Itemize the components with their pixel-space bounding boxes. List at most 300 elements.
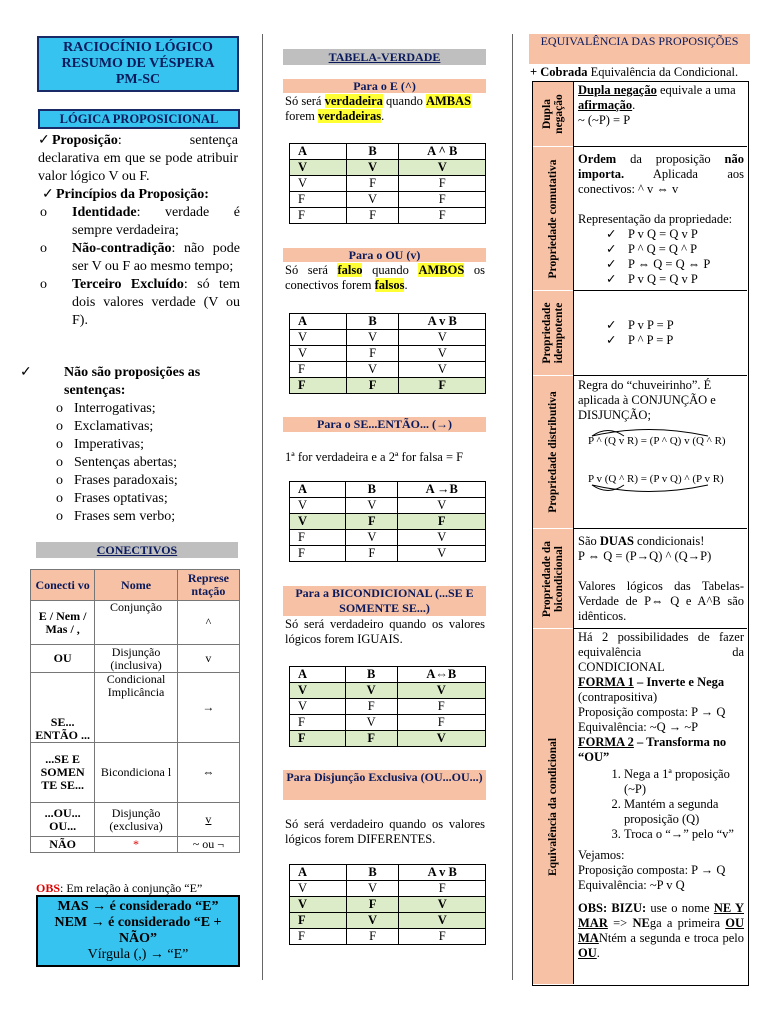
divider-right: [512, 34, 513, 980]
table-cell: F: [397, 699, 485, 715]
text-fragment: NE: [632, 916, 650, 930]
table-row: [290, 929, 486, 945]
side-label: Propriedade da bicondicional: [541, 540, 565, 617]
table-cell: F: [346, 897, 399, 913]
nao-proposicao-item: [42, 490, 240, 508]
side-label: Dupla negação: [541, 94, 565, 134]
formula-text: P ^ (Q v R) = (P ^ Q) v (Q ^ R): [588, 435, 726, 447]
col-header: A →B: [398, 482, 486, 498]
item-label: Exclamativas;: [74, 419, 154, 434]
table-row: [290, 699, 486, 715]
table-cell: F: [398, 514, 486, 530]
table-cell: V: [290, 699, 346, 715]
side-label: Propriedade distributiva: [547, 391, 559, 513]
property-item: [606, 333, 746, 348]
table-cell: F: [346, 176, 399, 192]
table-row: [290, 330, 486, 346]
table-cell: F: [290, 378, 347, 394]
property-item: [606, 242, 746, 257]
comutativa-rep: Representação da propriedade:: [578, 212, 733, 226]
circle-bullet-icon: o: [56, 509, 63, 524]
hdr-para-ou: Para o OU (v): [283, 248, 486, 262]
identidade-term: Identidade: [72, 205, 137, 220]
row-divider: [573, 528, 747, 529]
table-cell: F: [345, 699, 397, 715]
table-cell: F: [399, 208, 486, 224]
table-cell: V: [290, 176, 347, 192]
item-label: Imperativas;: [74, 437, 144, 452]
side-comutativa: [533, 147, 574, 290]
table-cell: V: [290, 897, 347, 913]
dupla-negacao-formula: ~ (~P) = P: [578, 113, 631, 127]
table-cell: V: [346, 362, 399, 378]
text-fragment: OU MA: [578, 916, 744, 945]
bicondicional-text: [578, 534, 744, 624]
title-line-3: PM-SC: [115, 72, 161, 87]
table-cell: V: [346, 913, 399, 929]
table-cell: V: [398, 530, 486, 546]
circle-bullet-icon: o: [56, 401, 63, 416]
table-row: [290, 881, 486, 897]
check-icon: ✓: [20, 365, 32, 380]
item-label: P ^ Q = Q ^ P: [628, 242, 698, 256]
title-line-2: RESUMO DE VÉSPERA: [61, 56, 215, 71]
table-cell: ...SE E SOMEN TE SE...: [31, 743, 95, 803]
truth-table-se-entao: [289, 481, 486, 562]
text-fragment: Aplicada aos conectivos: ^ v ⇔ v: [578, 167, 744, 196]
table-cell: F: [290, 362, 347, 378]
truth-table-ou: [289, 313, 486, 394]
table-cell: ^: [177, 601, 239, 645]
table-cell: F: [290, 546, 346, 562]
sub-bold: + Cobrada: [530, 65, 588, 79]
table-header-row: [290, 144, 486, 160]
text-fragment: .: [596, 946, 600, 960]
table-row: [290, 192, 486, 208]
circle-bullet-icon: o: [56, 419, 63, 434]
proposicao-def: : sentença declarativa em que se pode atribuir valor lógico V ou F.: [38, 133, 238, 184]
table-cell: NÃO: [31, 837, 95, 853]
row-divider: [573, 290, 747, 291]
table-cell: F: [290, 715, 346, 731]
text-fragment: quando: [382, 94, 426, 108]
col-header: A v B: [399, 314, 486, 330]
side-idempotente: [533, 291, 574, 375]
text-fragment: OU: [578, 946, 597, 960]
text-fragment: afirmação: [578, 98, 633, 112]
col-header: A: [290, 865, 347, 881]
forma1-equivalencia: Equivalência: ~Q → ~P: [578, 720, 699, 734]
circle-bullet-icon: o: [56, 437, 63, 452]
terceiro-excluido-term: Terceiro Excluído: [72, 277, 184, 292]
check-icon: ✓: [38, 133, 50, 148]
item-label: Frases sem verbo;: [74, 509, 176, 524]
table-cell: Condicional Implicância: [95, 673, 178, 743]
forma2-steps: [578, 767, 744, 842]
text-fragment: Ordem: [578, 152, 617, 166]
col-header: A: [290, 667, 346, 683]
side-dupla-negacao: [533, 82, 574, 146]
table-row: [290, 362, 486, 378]
table-header-row: [290, 314, 486, 330]
text-fragment: OBS: BIZU:: [578, 901, 647, 915]
text-fragment: forem: [285, 109, 318, 123]
forma2-step: 2. Mantém a segunda proposição (Q): [624, 797, 744, 827]
property-item: [606, 227, 746, 242]
item-label: P v Q = Q v P: [628, 272, 698, 286]
table-row: [290, 160, 486, 176]
check-icon: ✓: [606, 227, 617, 241]
table-cell: F: [345, 731, 397, 747]
nao-proposicao-item: [42, 508, 240, 526]
col-header-representacao: Represe ntação: [177, 570, 239, 601]
item-label: P v Q = Q v P: [628, 227, 698, 241]
col-header: A⇔B: [397, 667, 485, 683]
table-cell: V: [290, 160, 347, 176]
row-divider: [573, 146, 747, 147]
text-fragment: .: [632, 98, 636, 112]
table-cell: Disjunção (exclusiva): [95, 803, 178, 837]
table-cell: V: [290, 881, 347, 897]
table-cell: F: [399, 192, 486, 208]
table-cell: F: [290, 208, 347, 224]
obs-box: [36, 895, 240, 967]
table-row: [290, 498, 486, 514]
text-fragment: Ntém a segunda e troca pelo: [598, 931, 744, 945]
text-para-ou: [285, 263, 485, 293]
table-cell: F: [290, 731, 346, 747]
table-cell: V: [397, 731, 485, 747]
nao-proposicao-item: [42, 472, 240, 490]
nao-proposicoes-list: [42, 400, 240, 526]
text-fragment: equivale a uma: [656, 83, 736, 97]
identidade-def: : verdade é sempre verdadeira;: [72, 205, 240, 238]
table-cell: ...OU... OU...: [31, 803, 95, 837]
sub-equivalencia: [530, 65, 760, 80]
table-cell: OU: [31, 645, 95, 673]
table-row: [290, 731, 486, 747]
item-label: Frases paradoxais;: [74, 473, 178, 488]
table-cell: ⇔: [177, 743, 239, 803]
table-cell: F: [346, 546, 398, 562]
highlight: AMBAS: [425, 94, 472, 108]
forma1-label: FORMA 1: [578, 675, 634, 689]
equivalencia-condicional-text: [578, 630, 744, 961]
idempotente-list: [606, 318, 746, 348]
table-cell: F: [346, 346, 399, 362]
table-cell: →: [177, 673, 239, 743]
table-row: [290, 346, 486, 362]
obs-virgula: Vírgula (,) → “E”: [87, 947, 189, 962]
table-row: [290, 378, 486, 394]
bicondicional-note: Valores lógicos das Tabelas-Verdade de P⇔ Q e A^B são idênticos.: [578, 579, 744, 623]
table-cell: *: [95, 837, 178, 853]
forma2-equivalencia: Equivalência: ~P v Q: [578, 878, 685, 892]
table-cell: F: [399, 929, 486, 945]
nao-proposicao-item: [42, 400, 240, 418]
check-icon: ✓: [42, 187, 54, 202]
check-icon: ✓: [606, 272, 617, 286]
truth-table-e: [289, 143, 486, 224]
nao-proposicoes-block: [20, 364, 240, 526]
table-row: [290, 514, 486, 530]
table-cell: V: [399, 160, 486, 176]
table-cell: F: [346, 378, 399, 394]
side-label: Propriedade idempotente: [541, 302, 565, 364]
table-row: [290, 913, 486, 929]
row-divider: [573, 628, 747, 629]
table-cell: F: [397, 715, 485, 731]
table-cell: V: [399, 913, 486, 929]
principios-title: Princípios da Proposição:: [56, 187, 209, 202]
col-header: A v B: [399, 865, 486, 881]
obs-mas: MAS → é considerado “E”: [57, 899, 219, 914]
table-cell: F: [399, 881, 486, 897]
check-icon: ✓: [606, 242, 617, 256]
text-fragment: condicionais!: [633, 534, 705, 548]
section-tabela-verdade: TABELA-VERDADE: [283, 49, 486, 65]
item-label: P ⇔ Q = Q ⇔ P: [628, 257, 711, 271]
proposicao-term: Proposição: [52, 133, 118, 148]
item-label: Sentenças abertas;: [74, 455, 178, 470]
table-cell: E / Nem / Mas / ,: [31, 601, 95, 645]
vejamos: Vejamos:: [578, 848, 625, 862]
col-header: A: [290, 314, 347, 330]
table-cell: F: [346, 208, 399, 224]
text-disjuncao-exclusiva: Só será verdadeiro quando os valores lógicos forem DIFERENTES.: [285, 817, 485, 846]
side-distributiva: [533, 376, 574, 528]
nao-contradicao-term: Não-contradição: [72, 241, 172, 256]
table-cell: F: [346, 929, 399, 945]
table-cell: v: [177, 645, 239, 673]
table-cell: V: [346, 192, 399, 208]
eqc-intro: Há 2 possibilidades de fazer equivalência da CONDICIONAL: [578, 630, 744, 674]
nao-proposicoes-title: Não são proposições as sentenças:: [64, 365, 201, 398]
col-header: A: [290, 144, 347, 160]
table-row: [290, 176, 486, 192]
table-cell: V: [290, 514, 346, 530]
table-cell: SE... ENTÃO ...: [31, 673, 95, 743]
comutativa-list: [606, 227, 746, 287]
table-cell: F: [290, 929, 347, 945]
distributiva-formula-1: [588, 434, 748, 449]
table-cell: V: [397, 683, 485, 699]
sub-text: Equivalência da Condicional.: [587, 65, 739, 79]
proposicao-block: [38, 132, 238, 186]
table-cell: F: [290, 913, 347, 929]
col-header: B: [346, 144, 399, 160]
table-cell: F: [346, 514, 398, 530]
circle-bullet-icon: o: [40, 205, 47, 220]
check-icon: ✓: [606, 257, 617, 271]
circle-bullet-icon: o: [56, 473, 63, 488]
table-cell: V: [290, 346, 347, 362]
forma1-composta: Proposição composta: P → Q: [578, 705, 726, 719]
truth-table-bicondicional: [289, 666, 486, 747]
section-conectivos: CONECTIVOS: [36, 542, 238, 558]
nao-proposicao-item: [42, 454, 240, 472]
page-title: [37, 36, 239, 92]
table-cell: F: [290, 530, 346, 546]
forma2-label: FORMA 2: [578, 735, 634, 749]
arc-arrows-icon: [588, 484, 740, 496]
table-cell: F: [290, 192, 347, 208]
highlight: falsos: [374, 278, 405, 292]
formula-text: P v (Q ^ R) = (P v Q) ^ (P v R): [588, 473, 724, 485]
circle-bullet-icon: o: [40, 241, 47, 256]
forma1-sub: (contrapositiva): [578, 690, 658, 704]
table-cell: V: [345, 683, 397, 699]
table-cell: V: [399, 330, 486, 346]
col-header: B: [346, 865, 399, 881]
text-fragment: DUAS: [599, 534, 634, 548]
property-item: [606, 272, 746, 287]
distributiva-formula-2: [588, 472, 748, 487]
table-cell: V: [398, 498, 486, 514]
hdr-bicondicional: Para a BICONDICIONAL (...SE E SOMENTE SE...): [283, 586, 486, 616]
item-label: Frases optativas;: [74, 491, 168, 506]
text-fragment: use o nome: [646, 901, 714, 915]
col-header: A ^ B: [399, 144, 486, 160]
text-fragment: São: [578, 534, 600, 548]
circle-bullet-icon: o: [40, 277, 47, 292]
text-fragment: .: [404, 278, 408, 292]
bicondicional-formula: P ⇔ Q = (P→Q) ^ (Q→P): [578, 549, 712, 563]
item-label: P ^ P = P: [628, 333, 674, 347]
highlight: falso: [337, 263, 363, 277]
obs-text: : Em relação à conjunção “E”: [60, 881, 203, 895]
table-cell: V: [346, 498, 398, 514]
terceiro-excluido-def: : só tem dois valores verdade (V ou F).: [72, 277, 240, 328]
text-para-e: [285, 94, 485, 124]
table-row: [290, 530, 486, 546]
forma2-title: – Transforma no “OU”: [578, 735, 727, 764]
table-header-row: [290, 865, 486, 881]
circle-bullet-icon: o: [56, 455, 63, 470]
table-cell: v: [177, 803, 239, 837]
obs-label: OBS: [36, 881, 61, 895]
circle-bullet-icon: o: [56, 491, 63, 506]
table-cell: V: [346, 881, 399, 897]
table-cell: V: [399, 362, 486, 378]
side-label: Propriedade comutativa: [547, 159, 559, 278]
check-icon: ✓: [606, 318, 617, 332]
divider-left: [262, 34, 263, 980]
table-cell: Disjunção (inclusiva): [95, 645, 178, 673]
col-header-nome: Nome: [95, 570, 178, 601]
nao-proposicao-item: [42, 418, 240, 436]
obs-line: [36, 881, 202, 896]
item-label: Interrogativas;: [74, 401, 156, 416]
principios-block: [42, 186, 240, 330]
property-item: [606, 257, 746, 272]
table-cell: V: [346, 530, 398, 546]
table-cell: V: [290, 330, 347, 346]
table-cell: V: [290, 498, 346, 514]
col-header: A: [290, 482, 346, 498]
comutativa-text: [578, 152, 744, 197]
table-row: [290, 683, 486, 699]
forma2-composta: Proposição composta: P → Q: [578, 863, 726, 877]
text-fragment: NE Y MAR: [578, 901, 745, 930]
text-fragment: Dupla negação: [578, 83, 657, 97]
table-header-row: [290, 482, 486, 498]
highlight: verdadeiras: [317, 109, 382, 123]
side-equivalencia-condicional: [533, 629, 574, 984]
dupla-negacao-text: [578, 83, 744, 128]
table-cell: V: [398, 546, 486, 562]
forma2-step: 3. Troca o “→” pelo “v”: [624, 827, 744, 842]
bizu-text: [578, 901, 744, 961]
text-fragment: da proposição: [616, 152, 725, 166]
row-divider: [573, 375, 747, 376]
col-header: B: [346, 314, 399, 330]
arc-arrows-icon: [588, 427, 740, 437]
table-row: [290, 715, 486, 731]
table-cell: V: [346, 160, 399, 176]
table-cell: V: [346, 330, 399, 346]
hdr-para-e: Para o E (^): [283, 79, 486, 93]
text-bicondicional: Só será verdadeiro quando os valores lógicos forem IGUAIS.: [285, 617, 485, 646]
text-fragment: Só será: [285, 94, 325, 108]
forma1-title: – Inverte e Nega: [633, 675, 725, 689]
hdr-equivalencia: EQUIVALÊNCIA DAS PROPOSIÇÕES: [529, 34, 750, 64]
text-fragment: não importa.: [578, 152, 744, 181]
table-cell: ~ ou ¬: [177, 837, 239, 853]
table-cell: F: [399, 176, 486, 192]
text-fragment: .: [381, 109, 385, 123]
text-fragment: os conectivos forem: [285, 263, 485, 292]
table-cell: V: [399, 897, 486, 913]
hdr-disjuncao-exclusiva: Para Disjunção Exclusiva (OU...OU...): [283, 770, 486, 800]
truth-table-disjuncao-exclusiva: [289, 864, 486, 945]
table-cell: Conjunção: [95, 601, 178, 645]
table-row: [290, 208, 486, 224]
text-fragment: =>: [607, 916, 633, 930]
side-label: Equivalência da condicional: [547, 737, 559, 876]
highlight: AMBOS: [418, 263, 465, 277]
property-item: [606, 318, 746, 333]
text-para-se-entao: 1ª for verdadeira e a 2ª for falsa = F: [285, 450, 464, 464]
text-fragment: ga a primeira: [649, 916, 726, 930]
check-icon: ✓: [606, 333, 617, 347]
item-label: P v P = P: [628, 318, 674, 332]
table-row: [290, 897, 486, 913]
col-header-conectivo: Conecti vo: [31, 570, 95, 601]
hdr-para-se-entao: Para o SE...ENTÃO... (→): [283, 417, 486, 432]
section-logica-proposicional: LÓGICA PROPOSICIONAL: [38, 109, 240, 129]
table-cell: V: [399, 346, 486, 362]
text-fragment: Só será: [285, 263, 338, 277]
obs-nem: NEM → é considerado “E + NÃO”: [54, 915, 222, 946]
distributiva-text: Regra do “chuveirinho”. É aplicada à CONJUNÇÃO e DISJUNÇÃO;: [578, 378, 716, 422]
conectivos-table: [30, 569, 240, 853]
text-fragment: quando: [362, 263, 419, 277]
col-header: B: [346, 482, 398, 498]
nao-contradicao-def: : não pode ser V ou F ao mesmo tempo;: [72, 241, 240, 274]
table-cell: F: [399, 378, 486, 394]
title-line-1: RACIOCÍNIO LÓGICO: [63, 40, 213, 55]
nao-proposicao-item: [42, 436, 240, 454]
highlight: verdadeira: [324, 94, 383, 108]
table-row: [290, 546, 486, 562]
table-cell: V: [290, 683, 346, 699]
col-header: B: [345, 667, 397, 683]
forma2-step: 1. Nega a 1ª proposição (~P): [624, 767, 744, 797]
table-cell: V: [345, 715, 397, 731]
side-bicondicional: [533, 529, 574, 628]
table-header-row: [290, 667, 486, 683]
